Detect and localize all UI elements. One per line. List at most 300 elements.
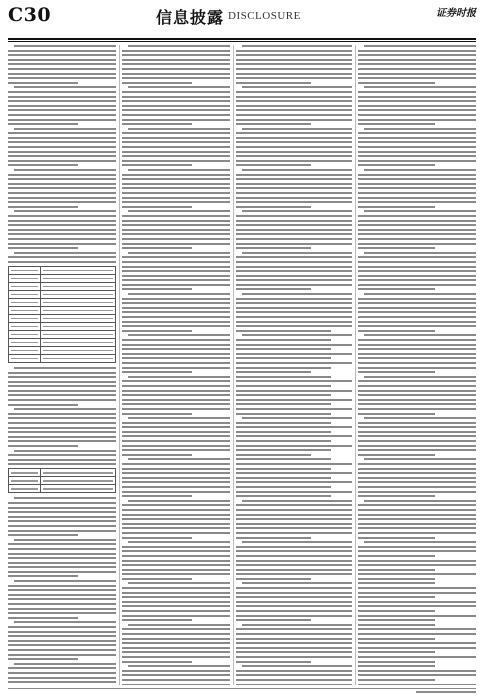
text-line: [8, 206, 78, 208]
table-row: [9, 330, 116, 338]
text-line: [358, 601, 476, 603]
text-line: [122, 449, 230, 451]
text-line: [8, 516, 116, 518]
text-line: [236, 362, 352, 364]
text-line: [8, 399, 116, 401]
text-line: [8, 594, 116, 596]
text-line: [122, 504, 230, 506]
text-line: [8, 77, 116, 79]
text-line: [236, 610, 352, 612]
text-line: [358, 445, 476, 447]
text-line: [8, 436, 116, 438]
text-line: [122, 367, 230, 369]
text-line: [236, 463, 352, 465]
text-line: [122, 238, 230, 240]
text-line: [236, 518, 352, 520]
text-line: [122, 495, 192, 497]
footer-text-line: [416, 691, 476, 693]
table-cell: [9, 330, 41, 338]
text-line: [8, 603, 116, 605]
text-line: [236, 573, 352, 575]
text-line: [8, 571, 116, 573]
text-line: [8, 608, 116, 610]
text-line: [358, 399, 476, 401]
text-line: [122, 610, 230, 612]
text-line: [8, 681, 116, 683]
text-line: [122, 224, 230, 226]
text-line: [236, 504, 352, 506]
text-line: [358, 674, 476, 676]
text-line: [122, 68, 230, 70]
text-line: [358, 422, 476, 424]
text-line: [236, 587, 352, 589]
text-line: [14, 210, 116, 212]
text-line: [122, 477, 230, 479]
text-line: [8, 427, 116, 429]
table-cell: [9, 274, 41, 282]
text-line: [358, 160, 476, 162]
text-line: [236, 394, 331, 396]
text-line: [8, 256, 116, 258]
text-line: [122, 284, 230, 286]
text-line: [236, 481, 352, 483]
text-line: [358, 527, 476, 529]
text-line: [236, 670, 352, 672]
text-line: [358, 279, 476, 281]
text-line: [122, 233, 230, 235]
text-line: [8, 562, 116, 564]
text-line: [8, 54, 116, 56]
text-line: [236, 119, 352, 121]
text-line: [236, 367, 331, 369]
text-line: [122, 440, 230, 442]
text-line: [8, 96, 116, 98]
text-line: [358, 307, 476, 309]
text-line: [8, 372, 116, 374]
text-line: [8, 91, 116, 93]
table-cell: [41, 469, 116, 477]
text-line: [122, 247, 192, 249]
text-line: [236, 141, 352, 143]
text-line: [8, 50, 116, 52]
text-line: [122, 426, 230, 428]
text-line: [242, 582, 352, 584]
text-line: [358, 564, 476, 566]
masthead: [8, 4, 476, 38]
table-cell: [41, 266, 116, 274]
table-row: [9, 354, 116, 362]
text-line: [8, 534, 78, 536]
text-line: [122, 330, 192, 332]
text-line: [236, 220, 352, 222]
text-line: [8, 520, 116, 522]
text-line: [358, 573, 476, 575]
text-line: [358, 578, 435, 580]
table-cell: [41, 354, 116, 362]
text-line: [358, 325, 476, 327]
text-line: [14, 169, 116, 171]
text-line: [358, 504, 476, 506]
text-line: [358, 656, 476, 658]
text-line: [128, 45, 230, 47]
text-line: [358, 353, 476, 355]
text-line: [236, 514, 352, 516]
text-line: [358, 220, 476, 222]
text-line: [122, 638, 230, 640]
text-line: [8, 672, 116, 674]
text-line: [236, 96, 352, 98]
text-line: [122, 555, 230, 557]
text-line: [236, 298, 352, 300]
text-line: [8, 114, 116, 116]
text-line: [358, 192, 476, 194]
text-line: [236, 215, 352, 217]
text-line: [122, 174, 230, 176]
text-line: [236, 224, 352, 226]
text-line: [358, 123, 435, 125]
text-line: [236, 445, 352, 447]
text-line: [122, 546, 230, 548]
text-line: [358, 77, 476, 79]
text-line: [122, 601, 230, 603]
text-line: [8, 507, 116, 509]
text-line: [122, 408, 230, 410]
text-line: [14, 539, 116, 541]
text-line: [122, 491, 230, 493]
text-line: [242, 252, 352, 254]
text-line: [236, 105, 352, 107]
text-line: [358, 91, 476, 93]
text-line: [236, 160, 352, 162]
text-line: [364, 417, 476, 419]
text-line: [122, 651, 230, 653]
text-line: [358, 679, 435, 681]
table-row: [9, 282, 116, 290]
text-line: [122, 656, 230, 658]
text-line: [8, 381, 116, 383]
text-line: [358, 63, 476, 65]
text-line: [236, 233, 352, 235]
text-line: [236, 109, 352, 111]
text-line: [358, 215, 476, 217]
text-line: [8, 413, 116, 415]
text-line: [128, 252, 230, 254]
text-line: [8, 385, 116, 387]
text-line: [358, 560, 476, 562]
text-line: [122, 362, 230, 364]
text-line: [8, 543, 116, 545]
text-line: [122, 50, 230, 52]
text-line: [128, 458, 230, 460]
text-line: [236, 642, 352, 644]
text-line: [236, 674, 352, 676]
text-line: [236, 243, 352, 245]
text-line: [8, 585, 116, 587]
text-line: [122, 270, 230, 272]
text-line: [358, 164, 435, 166]
text-line: [358, 550, 476, 552]
table-cell: [9, 290, 41, 298]
text-line: [8, 141, 116, 143]
text-line: [358, 642, 476, 644]
text-line: [236, 100, 352, 102]
text-line: [236, 422, 331, 424]
table-cell: [41, 485, 116, 493]
table-row: [9, 338, 116, 346]
text-line: [236, 564, 352, 566]
text-line: [8, 502, 116, 504]
text-line: [358, 348, 476, 350]
text-line: [236, 238, 352, 240]
text-line: [128, 334, 230, 336]
text-line: [122, 569, 230, 571]
text-line: [122, 592, 230, 594]
text-line: [14, 367, 116, 369]
text-line: [358, 137, 476, 139]
text-line: [358, 311, 476, 313]
text-line: [8, 220, 116, 222]
text-line: [8, 132, 116, 134]
text-line: [122, 348, 230, 350]
column-4: [358, 45, 476, 685]
table-cell: [41, 346, 116, 354]
text-line: [122, 633, 230, 635]
text-line: [236, 68, 352, 70]
section-title-cn: 信息披露: [156, 8, 225, 27]
text-line: [358, 661, 435, 663]
text-line: [122, 132, 230, 134]
masthead-rule-thick: [8, 38, 476, 40]
text-line: [8, 261, 116, 263]
text-line: [128, 624, 230, 626]
text-line: [122, 311, 230, 313]
text-line: [122, 91, 230, 93]
text-line: [8, 247, 78, 249]
text-line: [236, 477, 331, 479]
text-line: [122, 523, 230, 525]
text-line: [236, 408, 352, 410]
text-line: [8, 575, 78, 577]
text-line: [236, 279, 352, 281]
text-line: [236, 187, 352, 189]
text-line: [236, 454, 311, 456]
text-line: [358, 624, 435, 626]
text-line: [358, 619, 435, 621]
text-line: [122, 573, 230, 575]
text-line: [236, 628, 352, 630]
text-line: [8, 100, 116, 102]
text-line: [236, 261, 352, 263]
text-line: [122, 316, 230, 318]
text-line: [358, 330, 435, 332]
text-line: [358, 114, 476, 116]
text-line: [358, 628, 476, 630]
text-line: [236, 137, 352, 139]
table-cell: [9, 338, 41, 346]
text-line: [236, 435, 352, 437]
text-line: [8, 454, 116, 456]
text-line: [8, 440, 116, 442]
text-line: [358, 288, 435, 290]
text-line: [8, 658, 78, 660]
text-line: [236, 256, 352, 258]
text-line: [236, 82, 311, 84]
text-line: [8, 109, 116, 111]
text-line: [122, 403, 230, 405]
table-cell: [9, 322, 41, 330]
text-line: [236, 321, 352, 323]
text-line: [358, 472, 476, 474]
text-line: [358, 224, 476, 226]
text-line: [236, 247, 311, 249]
text-line: [358, 537, 435, 539]
text-line: [8, 511, 116, 513]
text-line: [8, 183, 116, 185]
text-line: [236, 592, 352, 594]
text-line: [122, 105, 230, 107]
text-line: [8, 224, 116, 226]
text-line: [236, 390, 352, 392]
text-line: [8, 215, 116, 217]
text-line: [122, 518, 230, 520]
text-line: [236, 440, 331, 442]
text-line: [122, 109, 230, 111]
text-line: [358, 582, 435, 584]
text-line: [8, 178, 116, 180]
text-line: [8, 187, 116, 189]
text-line: [358, 403, 476, 405]
text-line: [128, 500, 230, 502]
text-line: [364, 45, 476, 47]
text-line: [364, 293, 476, 295]
text-line: [122, 178, 230, 180]
table-cell: [41, 322, 116, 330]
text-line: [358, 605, 476, 607]
text-line: [122, 344, 230, 346]
text-line: [358, 59, 476, 61]
text-line: [122, 183, 230, 185]
text-line: [236, 275, 352, 277]
text-line: [358, 555, 435, 557]
text-line: [128, 210, 230, 212]
text-line: [8, 530, 116, 532]
text-line: [122, 229, 230, 231]
text-line: [122, 357, 230, 359]
text-line: [242, 45, 352, 47]
text-line: [122, 628, 230, 630]
table-cell: [9, 485, 41, 493]
text-line: [364, 458, 476, 460]
text-line: [236, 164, 311, 166]
text-line: [358, 569, 435, 571]
text-line: [236, 77, 352, 79]
text-line: [358, 201, 476, 203]
text-line: [122, 164, 192, 166]
text-line: [236, 197, 352, 199]
text-line: [358, 247, 435, 249]
text-line: [358, 596, 435, 598]
text-line: [122, 431, 230, 433]
text-line: [122, 339, 230, 341]
paper-name-logo: 证券时报: [436, 8, 476, 19]
table-cell: [41, 330, 116, 338]
table-row: [9, 314, 116, 322]
text-line: [236, 458, 331, 460]
text-line: [358, 275, 476, 277]
text-line: [358, 523, 476, 525]
text-line: [358, 371, 435, 373]
text-line: [242, 86, 352, 88]
masthead-right: [326, 4, 476, 34]
text-line: [358, 454, 435, 456]
text-line: [358, 68, 476, 70]
text-line: [236, 527, 352, 529]
text-line: [236, 679, 352, 681]
text-line: [122, 215, 230, 217]
text-line: [122, 560, 230, 562]
text-line: [358, 109, 476, 111]
text-line: [8, 640, 116, 642]
text-line: [358, 105, 476, 107]
text-line: [8, 459, 116, 461]
text-line: [14, 45, 116, 47]
table-cell: [9, 306, 41, 314]
text-line: [358, 518, 476, 520]
text-line: [122, 288, 192, 290]
text-line: [358, 509, 476, 511]
text-line: [8, 553, 116, 555]
text-line: [236, 114, 352, 116]
text-line: [122, 298, 230, 300]
text-line: [128, 665, 230, 667]
text-line: [122, 73, 230, 75]
page-number: C30: [8, 4, 52, 26]
text-line: [236, 633, 352, 635]
text-line: [8, 82, 78, 84]
table-cell: [41, 338, 116, 346]
text-line: [8, 557, 116, 559]
text-line: [122, 509, 230, 511]
text-line: [358, 495, 435, 497]
text-line: [236, 266, 352, 268]
text-line: [122, 123, 192, 125]
text-line: [122, 445, 230, 447]
text-line: [358, 256, 476, 258]
text-line: [236, 651, 352, 653]
text-line: [122, 670, 230, 672]
table-row: [9, 266, 116, 274]
text-line: [8, 73, 116, 75]
text-line: [358, 132, 476, 134]
text-line: [14, 252, 116, 254]
text-line: [8, 589, 116, 591]
text-line: [236, 449, 331, 451]
text-line: [122, 532, 230, 534]
text-line: [122, 413, 192, 415]
text-line: [358, 587, 476, 589]
text-line: [236, 495, 331, 497]
text-line: [358, 481, 476, 483]
table-cell: [41, 306, 116, 314]
text-line: [236, 151, 352, 153]
text-line: [236, 91, 352, 93]
text-line: [122, 137, 230, 139]
text-line: [236, 596, 352, 598]
table-row: [9, 346, 116, 354]
text-line: [242, 541, 352, 543]
text-line: [8, 525, 116, 527]
text-line: [8, 376, 116, 378]
